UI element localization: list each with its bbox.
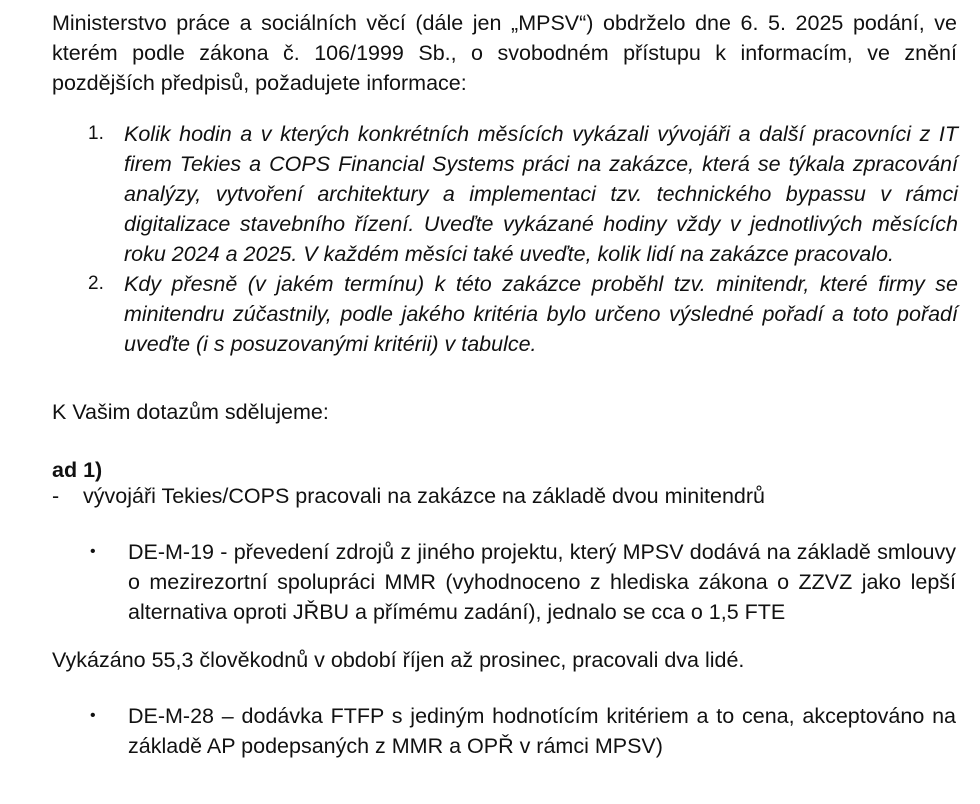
dash-marker: -	[52, 484, 60, 508]
question-item	[88, 269, 958, 359]
question-number: 1.	[88, 123, 104, 144]
dash-list-item	[52, 481, 952, 511]
bullet-text: DE-M-28 – dodávka FTFP s jediným hodnotícím kritériem a to cena, akceptováno na základě AP podepsaných z MMR a OPŘ v rámci MPSV)	[128, 704, 956, 758]
bullet-marker: •	[90, 543, 96, 560]
bullet-marker: •	[90, 707, 96, 724]
bullet-item	[88, 701, 956, 761]
report-line: Vykázáno 55,3 člověkodnů v období říjen až prosinec, pracovali dva lidé.	[52, 648, 745, 672]
bullet-text: DE-M-19 - převedení zdrojů z jiného projektu, který MPSV dodává na základě smlouvy o mezirezortní spolupráci MMR (vyhodnoceno z hlediska zákona o ZZVZ jako lepší alternativa oproti JŘBU a přímému zadání), jednalo se cca o 1,5 FTE	[128, 540, 956, 624]
question-text: Kolik hodin a v kterých konkrétních měsících vykázali vývojáři a další pracovníci z IT firem Tekies a COPS Financial Systems práci na zakázce, která se týkala zpracování analýzy, vytvoření architektury a implementaci tzv. technického bypassu v rámci digitalizace stavebního řízení. Uveďte vykázané hodiny vždy v jednotlivých měsících roku 2024 a 2025. V každém měsíci také uveďte, kolik lidí na zakázce pracovalo.	[124, 122, 958, 266]
questions-list	[88, 119, 958, 359]
bullet-item	[88, 537, 956, 627]
answer-heading: ad 1)	[52, 458, 103, 482]
question-number: 2.	[88, 273, 104, 294]
reply-intro: K Vašim dotazům sdělujeme:	[52, 400, 329, 424]
dash-item-text: vývojáři Tekies/COPS pracovali na zakázce na základě dvou minitendrů	[83, 484, 765, 508]
question-item	[88, 119, 958, 269]
question-text: Kdy přesně (v jakém termínu) k této zakázce proběhl tzv. minitendr, které firmy se minitendru zúčastnily, podle jakého kritéria bylo určeno výsledné pořadí a toto pořadí uveďte (i s posuzovanými kritérii) v tabulce.	[124, 272, 958, 356]
intro-paragraph: Ministerstvo práce a sociálních věcí (dále jen „MPSV“) obdrželo dne 6. 5. 2025 podání, ve kterém podle zákona č. 106/1999 Sb., o svobodném přístupu k informacím, ve znění pozdějších předpisů, požadujete informace:	[52, 11, 957, 95]
